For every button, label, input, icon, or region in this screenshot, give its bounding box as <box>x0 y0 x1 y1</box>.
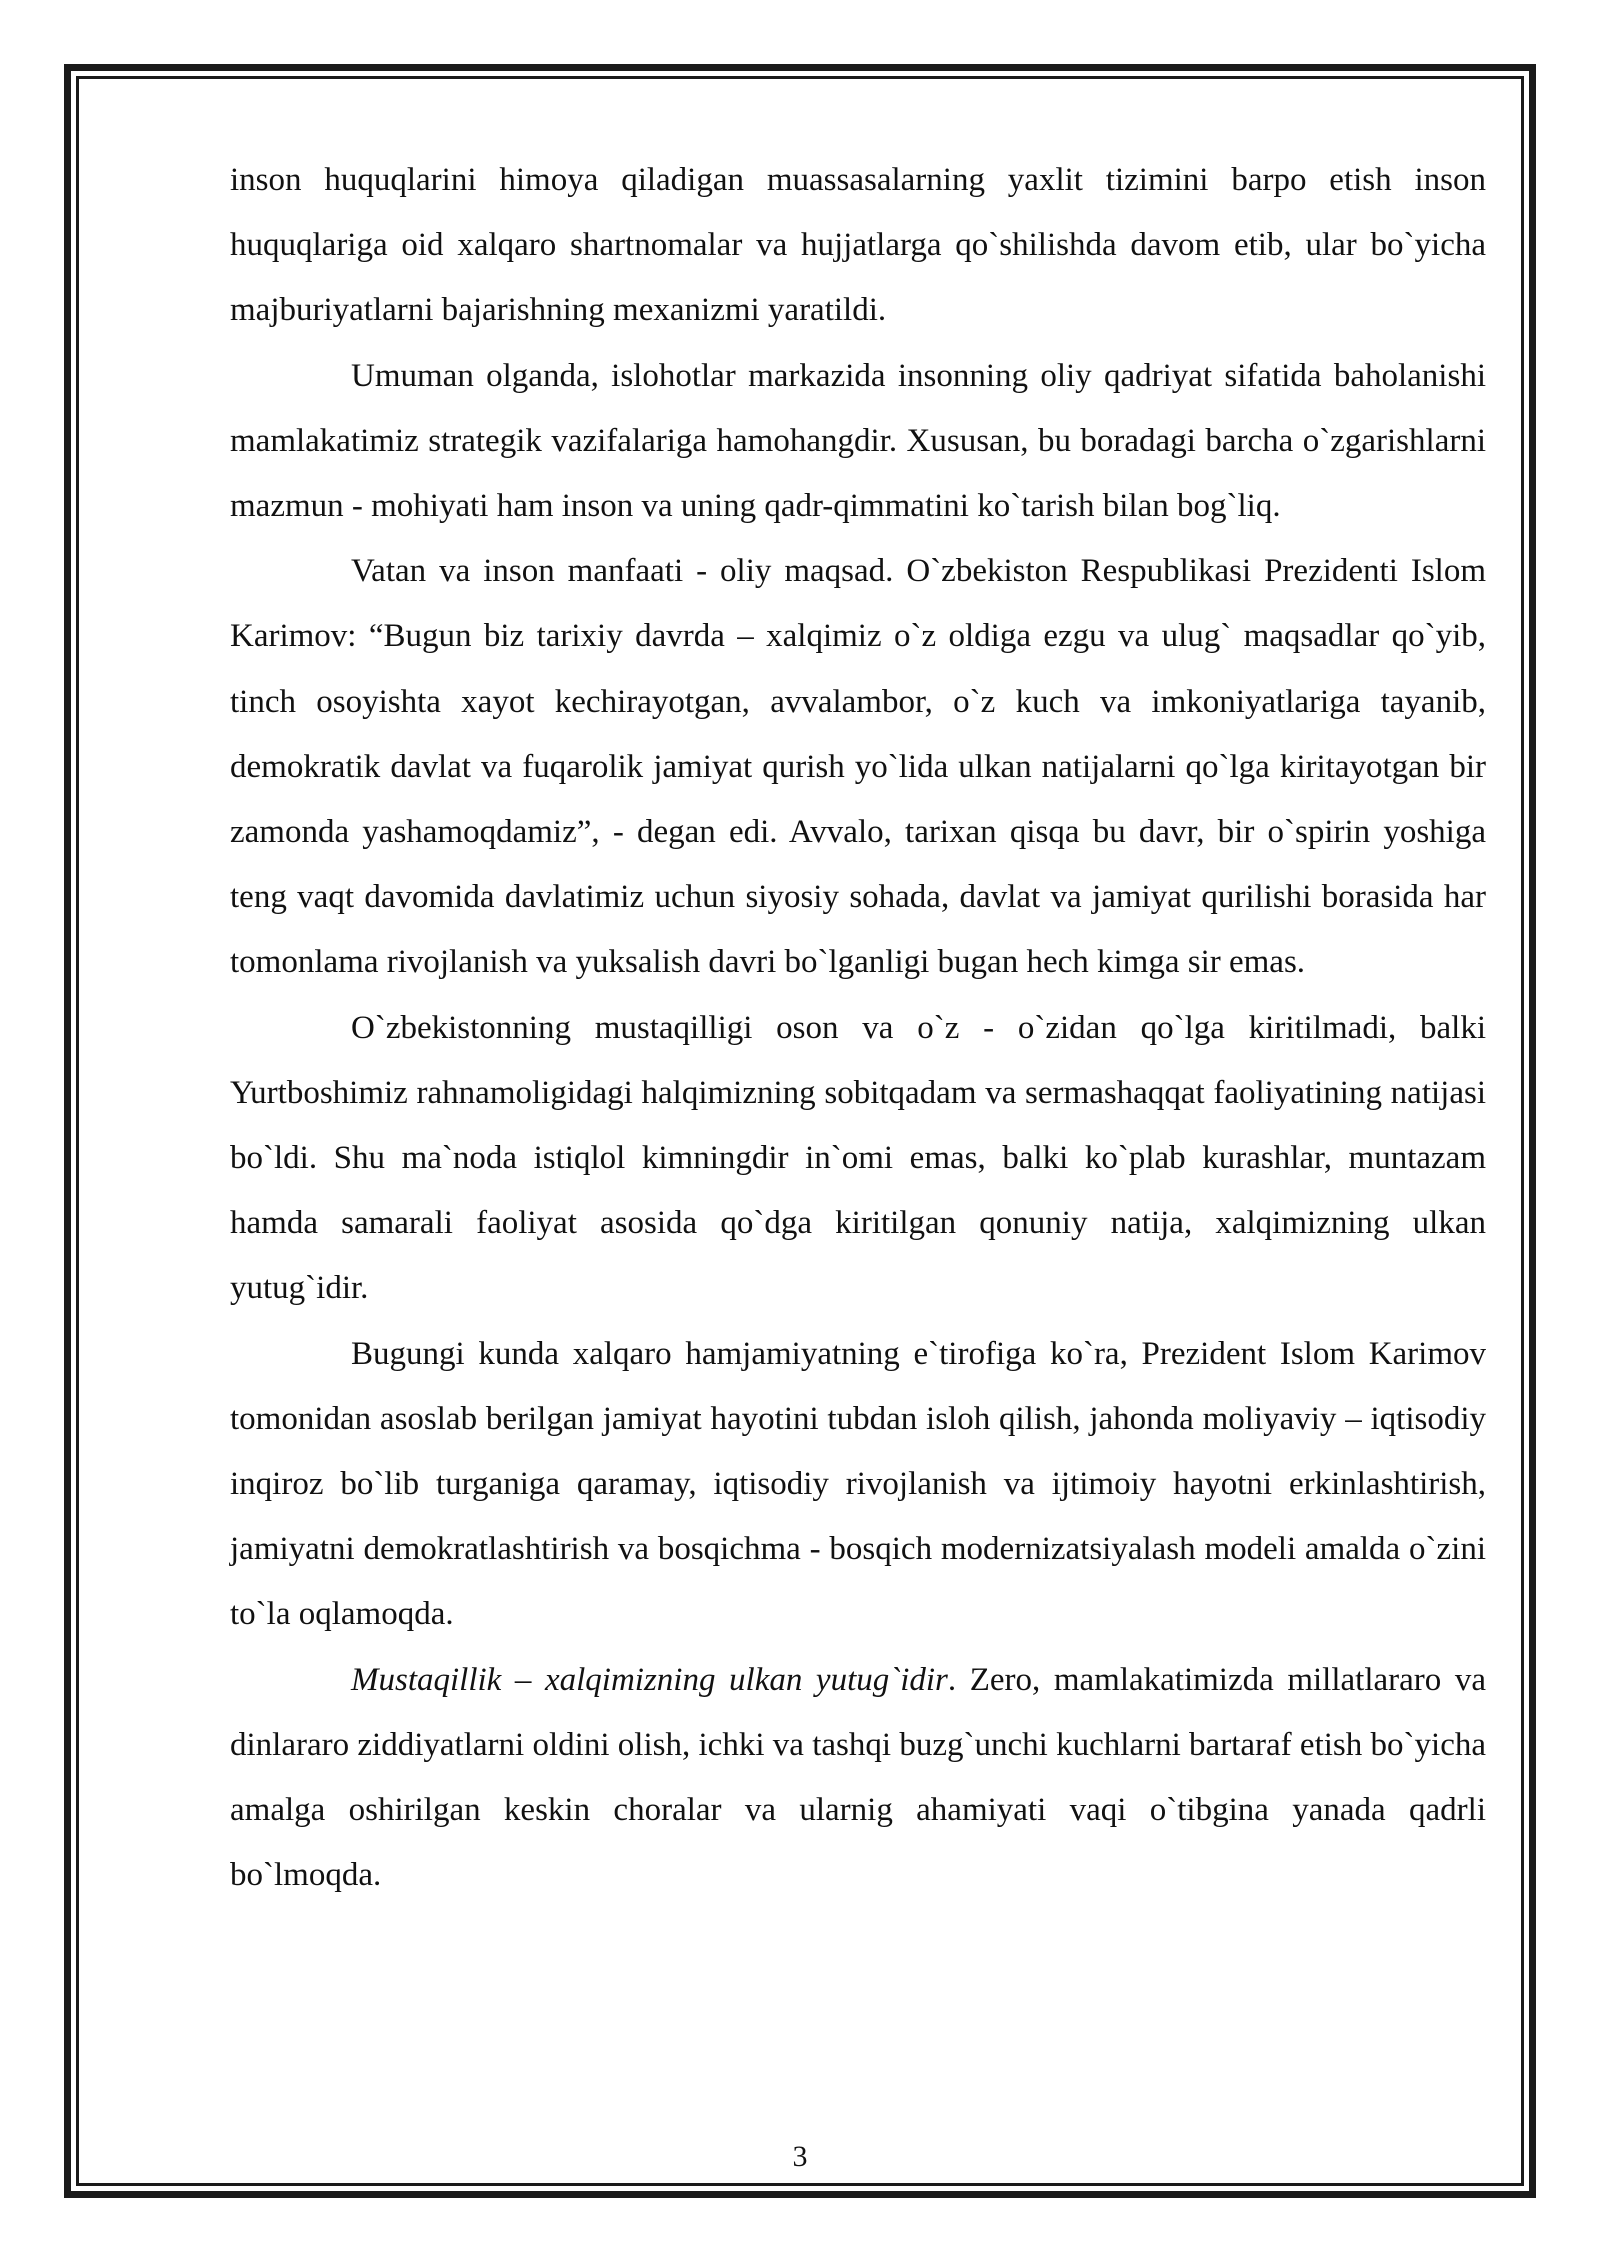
paragraph-3: Vatan va inson manfaati - oliy maqsad. O`zbekiston Respublikasi Prezidenti Islom Karimov: “Bugun biz tarixiy davrda – xalqimiz o`z oldiga ezgu va ulug` maqsadlar qo`yib, tinch osoyishta xayot kechirayotgan, avvalambor, o`z kuch va imkoniyatlariga tayanib, demokratik davlat va fuqarolik jamiyat qurish yo`lida ulkan natijalarni qo`lga kiritayotgan bir zamonda yashamoqdamiz”, - degan edi. Avvalo, tarixan qisqa bu davr, bir o`spirin yoshiga teng vaqt davomida davlatimiz uchun siyosiy sohada, davlat va jamiyat qurilishi borasida har tomonlama rivojlanish va yuksalish davri bo`lganligi bugan hech kimga sir emas. <box>230 553 1486 981</box>
paragraph-6-text: . Zero, mamlakatimizda millatlararo va dinlararo ziddiyatlarni oldini olish, ichki va tashqi buzg`unchi kuchlarni bartaraf etish bo`yicha amalga oshirilgan keskin choralar va ularnig ahamiyati vaqi o`tibgina yanada qadrli bo`lmoqda. <box>230 1661 1486 1894</box>
paragraph-5: Bugungi kunda xalqaro hamjamiyatning e`tirofiga ko`ra, Prezident Islom Karimov tomonidan asoslab berilgan jamiyat hayotini tubdan isloh qilish, jahonda moliyaviy – iqtisodiy inqiroz bo`lib turganiga qaramay, iqtisodiy rivojlanish va ijtimoiy hayotni erkinlashtirish, jamiyatni demokratlashtirish va bosqichma - bosqich modernizatsiyalash modeli amalda o`zini to`la oqlamoqda. <box>230 1335 1486 1633</box>
paragraph-1: inson huquqlarini himoya qiladigan muassasalarning yaxlit tizimini barpo etish inson huquqlariga oid xalqaro shartnomalar va hujjatlarga qo`shilishda davom etib, ular bo`yicha majburiyatlarni bajarishning mexanizmi yaratildi. <box>230 162 1486 329</box>
paragraph-6 <box>230 1648 1486 1909</box>
document-body <box>230 148 1486 1908</box>
paragraph-4: O`zbekistonning mustaqilligi oson va o`z - o`zidan qo`lga kiritilmadi, balki Yurtboshimiz rahnamoligidagi halqimizning sobitqadam va sermashaqqat faoliyatining natijasi bo`ldi. Shu ma`noda istiqlol kimningdir in`omi emas, balki ko`plab kurashlar, muntazam hamda samarali faoliyat asosida qo`dga kiritilgan qonuniy natija, xalqimizning ulkan yutug`idir. <box>230 1009 1486 1307</box>
page-number: 3 <box>792 2140 808 2173</box>
paragraph-6-italic-lead: Mustaqillik – xalqimizning ulkan yutug`idir <box>351 1661 948 1698</box>
paragraph-2: Umuman olganda, islohotlar markazida insonning oliy qadriyat sifatida baholanishi mamlakatimiz strategik vazifalariga hamohangdir. Xususan, bu boradagi barcha o`zgarishlarni mazmun - mohiyati ham inson va uning qadr-qimmatini ko`tarish bilan bog`liq. <box>230 357 1486 525</box>
